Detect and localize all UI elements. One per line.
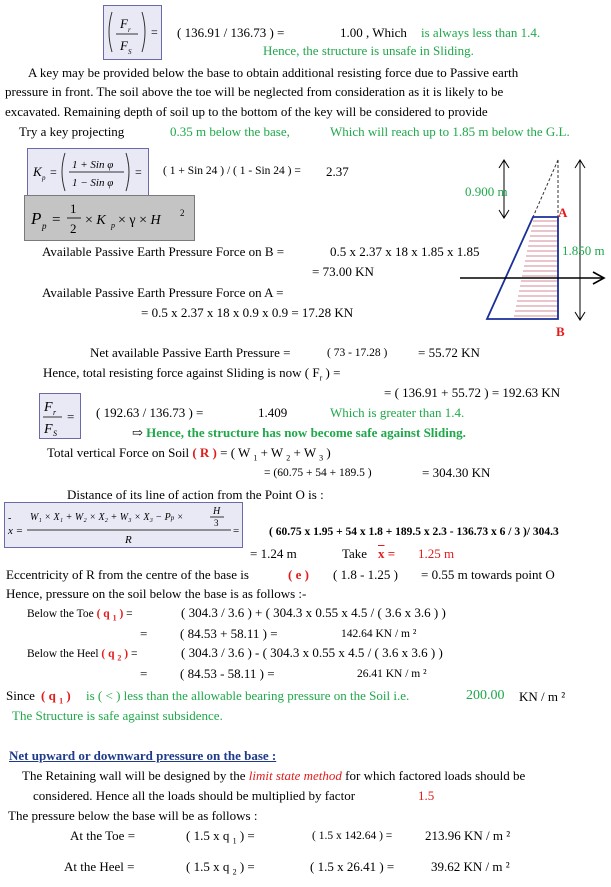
svg-text:=: = [151, 25, 158, 39]
ratio-value-1: 1.00 , Which [340, 25, 407, 40]
net-passive-result: = 55.72 KN [418, 345, 480, 360]
limit-state-line-1: The Retaining wall will be designed by the limit state method for which factored loads should be [22, 768, 526, 783]
svg-text:S: S [128, 48, 132, 56]
force-a-label: Available Passive Earth Pressure Force on A = [42, 285, 284, 300]
para-line-1: A key may be provided below the base to obtain additional resisting force due to Passive earth [28, 65, 519, 80]
svg-text:=: = [135, 165, 142, 179]
net-passive-label: Net available Passive Earth Pressure = [90, 345, 291, 360]
key-depth: 0.35 m below the base, [170, 124, 290, 139]
para-line-3: excavated. Remaining depth of soil up to the bottom of the key will be considered to provide [5, 104, 488, 119]
svg-text:=: = [67, 409, 75, 424]
force-a-calc: = 0.5 x 2.37 x 18 x 0.9 x 0.9 = 17.28 KN [141, 305, 354, 320]
point-a-label: A [558, 205, 568, 220]
svg-text:r: r [53, 408, 57, 417]
safe-sliding-text: Hence, the structure has now become safe against Sliding. [146, 425, 466, 440]
safe-sliding-line [132, 425, 466, 440]
heel-eq: = [140, 666, 148, 681]
key-reach: Which will reach up to 1.85 m below the G.L. [330, 124, 570, 139]
fr-fs-formula [104, 6, 161, 59]
since-label: Since [6, 688, 35, 703]
total-resisting-end: ) = [325, 365, 341, 380]
ratio-calc-1: ( 136.91 / 136.73 ) = [177, 25, 285, 40]
pp-formula [25, 196, 194, 240]
vertical-force-line: Total vertical Force on Soil ( R ) = ( W $_1$ + W $_2$ + W $_3$ ) [47, 445, 331, 463]
svg-text:3: 3 [214, 518, 219, 528]
toe-calc-1: ( 304.3 / 3.6 ) + ( 304.3 x 0.55 x 4.5 / ( 3.6 x 3.6 ) ) [181, 605, 446, 620]
svg-text:2: 2 [70, 221, 77, 236]
allowable-pressure-value: 200.00 [466, 688, 505, 703]
svg-text:-: - [8, 513, 12, 524]
subsidence-safe-text: The Structure is safe against subsidence. [12, 708, 223, 723]
force-b-calc: 0.5 x 2.37 x 18 x 1.85 x 1.85 [330, 244, 480, 259]
dim-label-top: 0.900 m [465, 184, 508, 199]
ratio-formula-box-1 [103, 5, 162, 60]
pp-formula-box [24, 195, 195, 241]
heel-result: 26.41 KN / m ² [357, 668, 427, 680]
svg-text:=: = [52, 212, 61, 228]
svg-text:1: 1 [70, 201, 77, 216]
heel-calc-2: ( 84.53 - 58.11 ) = [180, 666, 275, 681]
total-resisting-calc: = ( 136.91 + 55.72 ) = 192.63 KN [384, 385, 561, 400]
pressure-trapezoid [487, 217, 558, 319]
kp-formula-box [27, 148, 149, 196]
distance-label: Distance of its line of action from the Point O is : [67, 487, 324, 502]
at-toe-result: 213.96 KN / m ² [425, 828, 511, 843]
vertical-force-calc: = (60.75 + 54 + 189.5 ) [264, 467, 372, 479]
section-heading-net-pressure: Net upward or downward pressure on the base : [9, 748, 277, 763]
at-heel-calc: ( 1.5 x q $_2$ ) = [186, 859, 255, 877]
ratio-note-1: is always less than 1.4. [421, 25, 541, 40]
heel-calc-1: ( 304.3 / 3.6 ) - ( 304.3 x 0.55 x 4.5 / ( 3.6 x 3.6 ) ) [181, 645, 443, 660]
xbar-calc: ( 60.75 x 1.95 + 54 x 1.8 + 189.5 x 2.3 - 136.73 x 6 / 3 )/ 304.3 [269, 526, 559, 538]
svg-text:H: H [213, 506, 221, 517]
heel-label: Below the Heel [27, 648, 99, 660]
ratio-calc-2: ( 192.63 / 136.73 ) = [96, 405, 204, 420]
below-base-intro: The pressure below the base will be as follows : [8, 808, 258, 823]
svg-text:W₁ × X₁ + W₂ × X₂ + W₃ × X₃ −: W₁ × X₁ + W₂ × X₂ + W₃ × X₃ − Pp × [30, 512, 184, 523]
svg-text:=: = [50, 165, 57, 179]
force-b-result: = 73.00 KN [312, 264, 374, 279]
kp-calc: ( 1 + Sin 24 ) / ( 1 - Sin 24 ) = [163, 165, 301, 177]
svg-text:F: F [120, 16, 128, 31]
since-text: is ( < ) less than the allowable bearing pressure on the Soil i.e. [86, 688, 410, 703]
at-heel-result: 39.62 KN / m ² [431, 859, 510, 874]
key-label: Try a key projecting [19, 124, 125, 139]
svg-text:P: P [31, 209, 42, 228]
svg-text:F: F [44, 400, 53, 415]
allowable-pressure-unit: KN / m ² [519, 689, 566, 704]
at-heel-label: At the Heel = [64, 859, 135, 874]
svg-text:F: F [44, 422, 53, 437]
svg-text:× γ × H: × γ × H [118, 213, 161, 228]
para-line-2: pressure in front. The soil above the toe will be neglected from consideration as it is likely to be [5, 84, 504, 99]
kp-value: 2.37 [326, 164, 349, 179]
svg-text:R: R [125, 534, 132, 546]
kp-formula [28, 149, 148, 195]
vertical-force-label: Total vertical Force on Soil [47, 445, 190, 460]
eccentricity-calc: ( 1.8 - 1.25 ) [333, 567, 398, 582]
pressure-intro: Hence, pressure on the soil below the base is as follows :- [6, 586, 307, 601]
vertical-force-result: = 304.30 KN [422, 465, 491, 480]
at-toe-calc: ( 1.5 x q $_1$ ) = [186, 828, 255, 846]
load-factor-value: 1.5 [418, 788, 435, 803]
ratio-note-2: Which is greater than 1.4. [330, 405, 465, 420]
eccentricity-result: = 0.55 m towards point O [421, 567, 555, 582]
svg-text:p: p [42, 221, 47, 231]
fr-fs-formula-2 [40, 394, 80, 438]
svg-text:=: = [233, 525, 240, 537]
since-symbol: ( q $_1$ ) [41, 688, 71, 706]
svg-text:p: p [42, 174, 46, 182]
unsafe-sliding-text: Hence, the structure is unsafe in Sliding. [263, 43, 474, 58]
svg-text:1 − Sin φ: 1 − Sin φ [72, 177, 114, 189]
svg-text:1 + Sin φ: 1 + Sin φ [72, 159, 114, 171]
xbar-take-label: Take [342, 546, 368, 561]
toe-eq: = [140, 626, 148, 641]
svg-text:× K: × K [85, 213, 106, 228]
ratio-value-2: 1.409 [258, 405, 288, 420]
eccentricity-label: Eccentricity of R from the centre of the base is [6, 567, 249, 582]
svg-text:K: K [33, 164, 42, 179]
toe-calc-2: ( 84.53 + 58.11 ) = [180, 626, 278, 641]
eccentricity-symbol: ( e ) [288, 567, 309, 582]
net-passive-calc: ( 73 - 17.28 ) [327, 347, 388, 359]
at-heel-calc-2: ( 1.5 x 26.41 ) = [310, 859, 395, 874]
xbar-symbol: $\overline{x}$ = [378, 546, 396, 561]
toe-result: 142.64 KN / m ² [341, 628, 417, 640]
toe-pressure-line: Below the Toe ( q $_1$ ) = [27, 608, 133, 623]
point-b-label: B [556, 324, 565, 339]
dim-label-right: 1.850 m [562, 243, 605, 258]
svg-text:x =: x = [8, 525, 24, 537]
dashed-line-left [533, 160, 558, 217]
xbar-result: = 1.24 m [250, 546, 297, 561]
svg-text:r: r [128, 26, 131, 34]
svg-text:S: S [53, 429, 57, 438]
limit-state-line-2: considered. Hence all the loads should be multiplied by factor [33, 788, 356, 803]
total-resisting-label: Hence, total resisting force against Sliding is now ( $F_r$ ) = [43, 365, 341, 383]
arrow-right-icon: ⇨ [132, 425, 143, 440]
xbar-formula [5, 503, 242, 547]
limit-state-method-text: limit state method [248, 768, 342, 783]
ratio-formula-box-2 [39, 393, 81, 439]
svg-text:2: 2 [180, 208, 185, 218]
at-toe-label: At the Toe = [70, 828, 136, 843]
total-resisting-text: Hence, total resisting force against Sliding is now ( F [43, 365, 320, 380]
svg-text:F: F [120, 38, 128, 53]
force-b-label: Available Passive Earth Pressure Force on B = [42, 244, 285, 259]
xbar-formula-box [4, 502, 243, 548]
svg-text:p: p [111, 221, 115, 230]
toe-label: Below the Toe [27, 608, 94, 620]
heel-pressure-line: Below the Heel ( q $_2$ ) = [27, 648, 138, 663]
xbar-take-value: 1.25 m [418, 546, 455, 561]
at-toe-calc-2: ( 1.5 x 142.64 ) = [312, 830, 393, 842]
pressure-hatching [514, 221, 558, 316]
